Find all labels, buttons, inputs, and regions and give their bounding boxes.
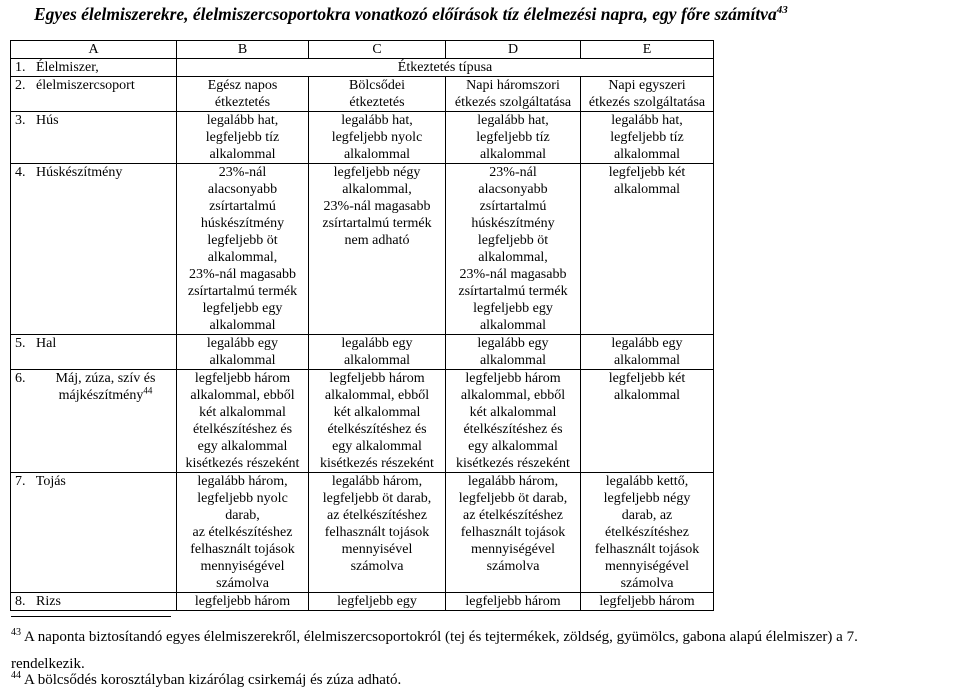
row-number: 5. bbox=[15, 336, 26, 351]
cell-full-day: legfeljebb három bbox=[177, 593, 309, 611]
footnote-mark: 44 bbox=[11, 670, 21, 681]
row-number: 7. bbox=[15, 474, 26, 489]
cell-one-meal: legfeljebb két alkalommal bbox=[581, 370, 714, 473]
cell-three-meals: 23%-nál alacsonyabb zsírtartalmú húskészítmény legfeljebb öt alkalommal, 23%-nál magasabb zsírtartalmú termék legfeljebb egy alkalommal bbox=[446, 164, 581, 335]
footnote-mark: 44 bbox=[143, 385, 153, 396]
cell-full-day: legalább három, legfeljebb nyolc darab, az ételkészítéshez felhasznált tojások mennyiségével számolva bbox=[177, 473, 309, 593]
cell-three-meals: legfeljebb három bbox=[446, 593, 581, 611]
column-letters-row bbox=[11, 41, 714, 59]
row-number: 6. bbox=[15, 371, 26, 386]
cell-nursery: legalább hat, legfeljebb nyolc alkalommal bbox=[309, 112, 446, 164]
footnote-text: A bölcsődés korosztályban kizárólag csirkemáj és zúza adható. bbox=[23, 672, 402, 688]
row-number: 2. bbox=[15, 78, 26, 93]
header-row-2 bbox=[11, 77, 714, 112]
table-row bbox=[11, 473, 714, 593]
food-name: Tojás bbox=[35, 474, 66, 489]
food-cell bbox=[11, 164, 177, 335]
table-row bbox=[11, 164, 714, 335]
food-cell bbox=[11, 473, 177, 593]
food-cell bbox=[11, 335, 177, 370]
col-letter-d: D bbox=[446, 41, 581, 59]
row-number: 1. bbox=[15, 60, 26, 75]
food-cell bbox=[11, 370, 177, 473]
title-text: Egyes élelmiszerekre, élelmiszercsoportokra vonatkozó előírások tíz élelmezési napra, egy főre számítva bbox=[34, 4, 777, 24]
cell-nursery: legalább egy alkalommal bbox=[309, 335, 446, 370]
rules-table bbox=[10, 40, 714, 611]
col-letter-c: C bbox=[309, 41, 446, 59]
footnote-mark: 43 bbox=[11, 627, 21, 638]
food-cell bbox=[11, 112, 177, 164]
row-number: 8. bbox=[15, 594, 26, 609]
header-food-cell bbox=[11, 59, 177, 77]
col-letter-b: B bbox=[177, 41, 309, 59]
cell-full-day: 23%-nál alacsonyabb zsírtartalmú húskészítmény legfeljebb öt alkalommal, 23%-nál magasabb zsírtartalmú termék legfeljebb egy alkalommal bbox=[177, 164, 309, 335]
page-title bbox=[34, 4, 954, 25]
table-row bbox=[11, 370, 714, 473]
cell-three-meals: legalább hat, legfeljebb tíz alkalommal bbox=[446, 112, 581, 164]
header-nursery: Bölcsődei étkeztetés bbox=[309, 77, 446, 112]
footnote-44 bbox=[11, 671, 951, 689]
food-name: Máj, zúza, szív és májkészítmény bbox=[55, 371, 156, 403]
cell-one-meal: legalább kettő, legfeljebb négy darab, az ételkészítéshez felhasznált tojások mennyiségével számolva bbox=[581, 473, 714, 593]
header-group-cell bbox=[11, 77, 177, 112]
cell-one-meal: legfeljebb két alkalommal bbox=[581, 164, 714, 335]
cell-one-meal: legfeljebb három bbox=[581, 593, 714, 611]
row-number: 3. bbox=[15, 113, 26, 128]
cell-nursery: legfeljebb három alkalommal, ebből két alkalommal ételkészítéshez és egy alkalommal kisétkezés részeként bbox=[309, 370, 446, 473]
footnote-text: A naponta biztosítandó egyes élelmiszerekről, élelmiszercsoportokról (tej és tejtermékek, zöldség, gyümölcs, gabona alapú élelmiszer) a 7. bbox=[23, 629, 858, 645]
cell-one-meal: legalább egy alkalommal bbox=[581, 335, 714, 370]
food-name: Hal bbox=[36, 336, 57, 351]
food-cell bbox=[11, 593, 177, 611]
title-footnote-mark: 43 bbox=[776, 4, 788, 17]
footnote-43 bbox=[11, 628, 951, 646]
cell-nursery: legalább három, legfeljebb öt darab, az ételkészítéshez felhasznált tojások mennyisével számolva bbox=[309, 473, 446, 593]
cell-one-meal: legalább hat, legfeljebb tíz alkalommal bbox=[581, 112, 714, 164]
col-letter-e: E bbox=[581, 41, 714, 59]
cell-three-meals: legalább egy alkalommal bbox=[446, 335, 581, 370]
header-full-day: Egész napos étkeztetés bbox=[177, 77, 309, 112]
cell-three-meals: legfeljebb három alkalommal, ebből két alkalommal ételkészítéshez és egy alkalommal kisétkezés részeként bbox=[446, 370, 581, 473]
header-one-meal: Napi egyszeri étkezés szolgáltatása bbox=[581, 77, 714, 112]
cell-nursery: legfeljebb négy alkalommal, 23%-nál magasabb zsírtartalmú termék nem adható bbox=[309, 164, 446, 335]
footnote-divider bbox=[11, 616, 171, 617]
table-row bbox=[11, 593, 714, 611]
cell-three-meals: legalább három, legfeljebb öt darab, az ételkészítéshez felhasznált tojások mennyiségével számolva bbox=[446, 473, 581, 593]
cell-full-day: legalább egy alkalommal bbox=[177, 335, 309, 370]
cell-nursery: legfeljebb egy bbox=[309, 593, 446, 611]
header-type-span: Étkeztetés típusa bbox=[177, 59, 714, 77]
food-name: Hús bbox=[36, 113, 59, 128]
header-group-label: élelmiszercsoport bbox=[36, 78, 135, 93]
header-row-1 bbox=[11, 59, 714, 77]
col-letter-a: A bbox=[11, 41, 177, 59]
row-number: 4. bbox=[15, 165, 26, 180]
header-food-label: Élelmiszer, bbox=[36, 60, 99, 75]
cell-full-day: legalább hat, legfeljebb tíz alkalommal bbox=[177, 112, 309, 164]
food-name: Húskészítmény bbox=[36, 165, 123, 180]
table-row bbox=[11, 112, 714, 164]
food-name: Rizs bbox=[36, 594, 61, 609]
table-row bbox=[11, 335, 714, 370]
footnote-43-continuation: rendelkezik. bbox=[11, 656, 85, 672]
cell-full-day: legfeljebb három alkalommal, ebből két alkalommal ételkészítéshez és egy alkalommal kisétkezés részeként bbox=[177, 370, 309, 473]
header-three-meals: Napi háromszori étkezés szolgáltatása bbox=[446, 77, 581, 112]
